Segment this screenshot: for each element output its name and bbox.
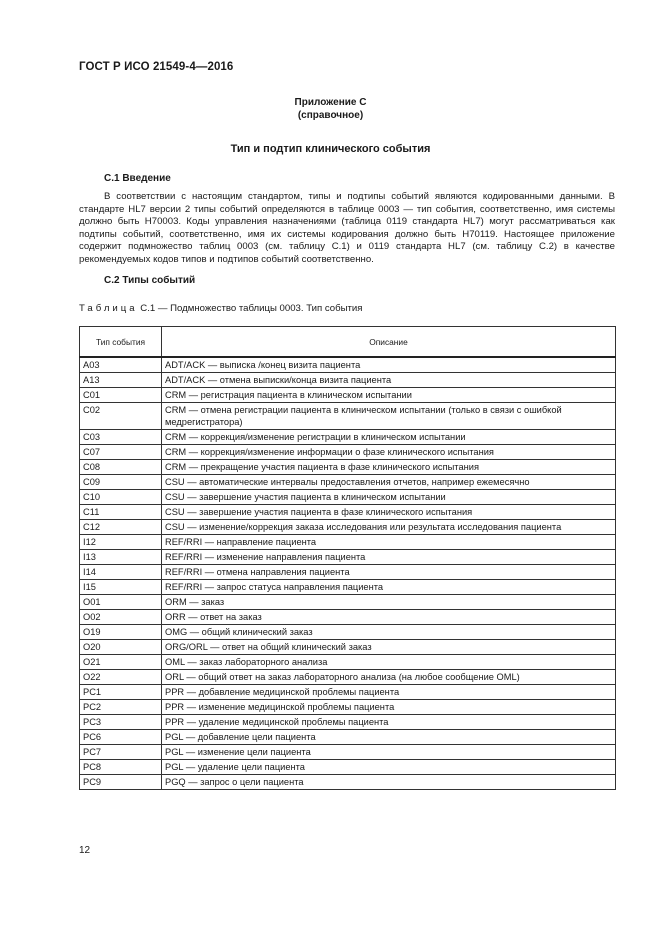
event-description-cell: ADT/ACK — отмена выписки/конца визита пациента [162, 373, 616, 388]
table-row [80, 775, 616, 790]
table-row [80, 403, 616, 430]
event-code-cell: C01 [80, 388, 162, 403]
appendix-title: Приложение С [294, 97, 367, 108]
event-code-cell: I14 [80, 565, 162, 580]
event-description-cell: CSU — автоматические интервалы предоставления отчетов, например ежемесячно [162, 475, 616, 490]
event-description-cell: REF/RRI — отмена направления пациента [162, 565, 616, 580]
event-description-cell: REF/RRI — запрос статуса направления пациента [162, 580, 616, 595]
table-caption [79, 303, 362, 314]
section-1-text: В соответствии с настоящим стандартом, типы и подтипы событий являются кодированными данными. В стандарте HL7 версии 2 типы событий определяются в таблице 0003 — тип события, соответственно, имя системы должно быть H70003. Коды управления назначениями (таблица 0119 стандарта HL7) могут рассматриваться как подтипы событий, соответственно, имя их системы кодирования должно быть H70119. Настоящее приложение содержит подмножество таблиц 0003 (см. таблицу С.1) и 0119 стандарта HL7 (см. таблицу С.2) в качестве рекомендуемых кодов типов и подтипов событий соответственно. [79, 191, 615, 265]
event-description-cell: ADT/ACK — выписка /конец визита пациента [162, 357, 616, 373]
table-row [80, 490, 616, 505]
table-row [80, 595, 616, 610]
event-code-cell: A03 [80, 357, 162, 373]
event-description-cell: PGL — изменение цели пациента [162, 745, 616, 760]
appendix-heading [0, 96, 661, 122]
event-code-cell: C11 [80, 505, 162, 520]
event-code-cell: PC2 [80, 700, 162, 715]
event-code-cell: PC8 [80, 760, 162, 775]
table-row [80, 610, 616, 625]
event-description-cell: CRM — отмена регистрации пациента в клиническом испытании (только в связи с ошибкой медрегистратора) [162, 403, 616, 430]
event-description-cell: PPR — удаление медицинской проблемы пациента [162, 715, 616, 730]
event-description-cell: ORM — заказ [162, 595, 616, 610]
table-row [80, 550, 616, 565]
table-row [80, 535, 616, 550]
appendix-subtitle: (справочное) [297, 110, 364, 121]
event-description-cell: CSU — завершение участия пациента в фазе клинического испытания [162, 505, 616, 520]
table-row [80, 700, 616, 715]
table-row [80, 670, 616, 685]
event-code-cell: PC6 [80, 730, 162, 745]
table-row [80, 357, 616, 373]
event-code-cell: PC7 [80, 745, 162, 760]
table-row [80, 520, 616, 535]
event-types-table [79, 326, 616, 790]
table-row [80, 625, 616, 640]
event-description-cell: PGQ — запрос о цели пациента [162, 775, 616, 790]
event-code-cell: A13 [80, 373, 162, 388]
event-description-cell: OMG — общий клинический заказ [162, 625, 616, 640]
table-row [80, 565, 616, 580]
table-caption-text: С.1 — Подмножество таблицы 0003. Тип события [140, 303, 363, 314]
event-description-cell: CSU — изменение/коррекция заказа исследования или результата исследования пациента [162, 520, 616, 535]
event-code-cell: O22 [80, 670, 162, 685]
table-row [80, 760, 616, 775]
table-row [80, 730, 616, 745]
table-row [80, 373, 616, 388]
event-code-cell: C08 [80, 460, 162, 475]
event-description-cell: CRM — коррекция/изменение регистрации в клиническом испытании [162, 430, 616, 445]
event-description-cell: ORG/ORL — ответ на общий клинический заказ [162, 640, 616, 655]
event-code-cell: O01 [80, 595, 162, 610]
column-header-description: Описание [162, 327, 616, 358]
event-description-cell: REF/RRI — изменение направления пациента [162, 550, 616, 565]
table-row [80, 745, 616, 760]
event-code-cell: O02 [80, 610, 162, 625]
event-code-cell: PC9 [80, 775, 162, 790]
event-description-cell: CSU — завершение участия пациента в клиническом испытании [162, 490, 616, 505]
event-code-cell: I15 [80, 580, 162, 595]
event-code-cell: I12 [80, 535, 162, 550]
event-code-cell: C09 [80, 475, 162, 490]
standard-header: ГОСТ Р ИСО 21549-4—2016 [79, 61, 234, 73]
event-description-cell: PPR — изменение медицинской проблемы пациента [162, 700, 616, 715]
column-header-event-type: Тип события [80, 327, 162, 358]
event-description-cell: CRM — прекращение участия пациента в фазе клинического испытания [162, 460, 616, 475]
table-caption-label: Таблица [79, 303, 138, 314]
document-title: Тип и подтип клинического события [230, 143, 431, 155]
table-row [80, 655, 616, 670]
event-description-cell: REF/RRI — направление пациента [162, 535, 616, 550]
table-row [80, 640, 616, 655]
event-description-cell: CRM — регистрация пациента в клиническом испытании [162, 388, 616, 403]
table-header-row [80, 327, 616, 358]
event-code-cell: PC1 [80, 685, 162, 700]
table-row [80, 460, 616, 475]
table-row [80, 475, 616, 490]
event-code-cell: C07 [80, 445, 162, 460]
section-2-heading: С.2 Типы событий [104, 275, 196, 286]
table-row [80, 430, 616, 445]
page-number: 12 [79, 845, 91, 856]
event-code-cell: O19 [80, 625, 162, 640]
event-description-cell: OML — заказ лабораторного анализа [162, 655, 616, 670]
event-description-cell: ORR — ответ на заказ [162, 610, 616, 625]
event-description-cell: PPR — добавление медицинской проблемы пациента [162, 685, 616, 700]
event-code-cell: O20 [80, 640, 162, 655]
event-description-cell: CRM — коррекция/изменение информации о фазе клинического испытания [162, 445, 616, 460]
table-body [80, 357, 616, 790]
event-code-cell: C03 [80, 430, 162, 445]
event-description-cell: PGL — удаление цели пациента [162, 760, 616, 775]
event-code-cell: C10 [80, 490, 162, 505]
table-row [80, 505, 616, 520]
table-row [80, 715, 616, 730]
event-code-cell: C12 [80, 520, 162, 535]
event-description-cell: PGL — добавление цели пациента [162, 730, 616, 745]
table-row [80, 388, 616, 403]
event-code-cell: PC3 [80, 715, 162, 730]
event-code-cell: C02 [80, 403, 162, 430]
event-code-cell: O21 [80, 655, 162, 670]
event-description-cell: ORL — общий ответ на заказ лабораторного анализа (на любое сообщение OML) [162, 670, 616, 685]
table-row [80, 445, 616, 460]
table-row [80, 685, 616, 700]
section-1-heading: С.1 Введение [104, 173, 171, 184]
table-row [80, 580, 616, 595]
event-code-cell: I13 [80, 550, 162, 565]
